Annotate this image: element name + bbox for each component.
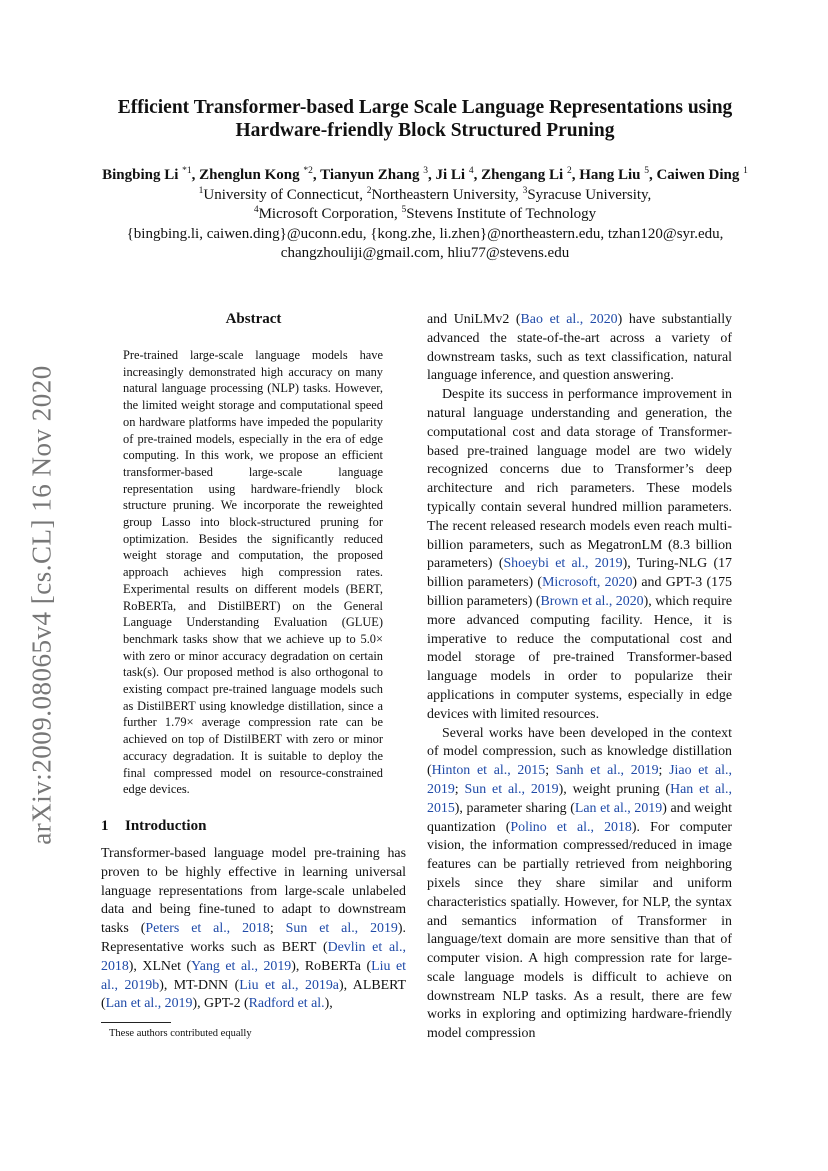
right-paragraph-2 [427,725,732,1045]
citation-link[interactable]: Shoeybi et al., 2019 [503,556,623,572]
right-column [427,311,732,1044]
author-name: Zhengang Li [481,167,564,183]
citation-link[interactable]: Sanh et al., 2019 [555,763,659,779]
citation-link[interactable]: Lan et al., 2019 [574,800,663,816]
citation-link[interactable]: Hinton et al., 2015 [431,763,546,779]
citation-link[interactable]: Bao et al., 2020 [520,312,618,327]
affiliation-name: Stevens Institute of Technology [406,206,597,222]
right-paragraph-1 [427,386,732,724]
intro-paragraph-1 [101,845,406,1014]
affiliation-name: Northeastern University, [371,186,519,203]
author-name: Tianyun Zhang [320,167,420,183]
affiliations-line-1 [40,186,810,206]
affiliation-name: University of Connecticut, [203,186,363,203]
text-run: ), MT-DNN ( [159,977,240,993]
citation-link[interactable]: Liu et al., 2019b [101,958,406,993]
author-name: Hang Liu [579,167,641,183]
citation-link[interactable]: Han et al., 2015 [427,781,732,816]
text-run: ; [545,763,556,779]
text-run: ; [454,781,465,797]
section-title: Introduction [125,817,207,834]
arxiv-identifier [16,360,68,850]
affiliation-mark: 3 [522,185,528,196]
text-run: ), RoBERTa ( [291,958,372,974]
text-run: ), weight pruning ( [558,781,671,797]
title-line-2: Hardware-friendly Block Structured Pruning [235,120,615,141]
author-mark: *1 [182,166,192,176]
author-mark: 1 [743,166,748,176]
affiliation-name: Microsoft Corporation, [258,206,398,222]
text-run: ), which require more advanced computing facility. Hence, it is imperative to reduce the computational cost and model storage of pre-trained Transformer-based language models in order to popularize their applications in computer systems, especially in edge devices with limited resources. [427,593,732,722]
affiliation-mark: 5 [401,205,407,215]
author-mark: 4 [468,166,474,176]
citation-link[interactable]: Jiao et al., 2019 [427,763,732,797]
citation-link[interactable]: Polino et al., 2018 [510,819,632,835]
affiliation-mark: 4 [253,205,259,215]
section-heading-introduction [101,817,406,835]
footnote-divider [101,1022,171,1023]
text-run: ; [269,921,286,937]
author-mark: 2 [566,166,572,176]
citation-link[interactable]: Peters et al., 2018 [145,921,270,937]
right-paragraph-0 [427,311,732,386]
text-run: and UniLMv2 ( [427,312,521,327]
paper-title [80,96,770,142]
text-run: Several works have been developed in the context of model compression, such as knowledge distillation ( [427,725,732,779]
citation-link[interactable]: Liu et al., 2019a [239,977,339,993]
author-mark: 3 [423,166,428,176]
text-run: ; [658,763,670,779]
affiliation-mark: 1 [198,185,204,196]
affiliations-line-2 [40,205,810,225]
footnote: These authors contributed equally [109,1028,252,1040]
section-number: 1 [101,817,109,834]
text-run: ), parameter sharing ( [454,800,575,816]
author-name: Bingbing Li [102,167,179,183]
text-run: ). Representative works such as BERT ( [101,921,406,955]
citation-link[interactable]: Devlin et al., 2018 [101,939,406,974]
title-line-1: Efficient Transformer-based Large Scale Language Representations using [117,97,733,118]
text-run: Transformer-based language model pre-training has proven to be highly effective in learning universal language representations from large-scale unlabeled data and being fine-tuned to adapt to downstream tasks ( [101,845,406,937]
abstract-text: Pre-trained large-scale language models have increasingly demonstrated high accuracy on many natural language processing (NLP) tasks. However, the limited weight storage and computational speed on hardware platforms have impeded the popularity of pre-trained models, especially in the era of edge computing. In this work, we propose an efficient transformer-based large-scale language representation using hardware-friendly block structure pruning. We incorporate the reweighted group Lasso into block-structured pruning for optimization. Besides the significantly reduced weight storage and computation, the proposed approach achieves high compression rates. Experimental results on different models (BERT, RoBERTa, and DistilBERT) on the General Language Understanding Evaluation (GLUE) benchmark tasks show that we achieve up to 5.0× with zero or minor accuracy degradation on certain task(s). Our proposed method is also orthogonal to existing compact pre-trained language models such as DistilBERT using knowledge distillation, since a further 1.79× average compression rate can be achieved on top of DistilBERT with zero or minor accuracy degradation. It is suitable to deploy the final compressed model on resource-constrained edge devices. [123,348,383,797]
citation-link[interactable]: Radford et al. [248,996,325,1012]
author-mark: 5 [644,166,649,176]
email-line-1: {bingbing.li, caiwen.ding}@uconn.edu, {kong.zhe, li.zhen}@northeastern.edu, tzhan120@syr.edu, [126,225,724,242]
citation-link[interactable]: Brown et al., 2020 [540,593,644,609]
email-line-2: changzhouliji@gmail.com, hliu77@stevens.edu [280,245,570,261]
citation-link[interactable]: Yang et al., 2019 [191,958,292,974]
text-run: ) have substantially advanced the state-of-the-art across a variety of downstream tasks, such as text classification, natural language inference, and question answering. [427,312,732,384]
citation-link[interactable]: Lan et al., 2019 [105,996,193,1012]
text-run: ), [324,996,333,1012]
affiliation-name: Syracuse University, [527,186,652,203]
author-name: Zhenglun Kong [199,167,300,183]
citation-link[interactable]: Sun et al., 2019 [285,921,398,937]
author-name: Ji Li [435,167,466,183]
author-block [40,166,810,264]
text-run: ) and weight quantization ( [427,800,732,835]
author-list: Bingbing Li $^{*1}$, Zhenglun Kong $^{*2}$, Tianyun Zhang $^3$, Ji Li $^4$, Zhengang Li $^2$, Hang Liu $^5$, Caiwen Ding $^1$ [102,166,748,183]
left-column [101,310,406,1040]
text-run: ), Turing-NLG (17 billion parameters) ( [427,556,732,591]
citation-link[interactable]: Microsoft, 2020 [542,575,633,591]
text-run: ), GPT-2 ( [192,996,249,1012]
abstract-heading: Abstract [225,311,282,327]
text-run: ). For computer vision, the information compressed/reduced in image features can be partially retrieved from neighboring pixels since they share similar and uniform characteristics spatially. However, for NLP, the syntax and semantics information of Transformer in language/text domain are more sensitive than that of computer vision. A high compression rate for large-scale language models is difficult to achieve on downstream NLP tasks. As a result, there are few works in exploring and optimizing hardware-friendly model compression [427,819,732,1042]
affiliation-mark: 2 [366,185,372,196]
text-run: Despite its success in performance improvement in natural language understanding and generation, the computational cost and data storage of Transformer-based pre-trained language model are two widely recognized concerns due to Transformer’s deep architecture and rich parameters. These models typically contain several hundred million parameters. The recent released research models even reach multi-billion parameters, such as MegatronLM (8.3 billion parameters) ( [427,387,732,572]
text-run: ), ALBERT ( [101,977,406,1012]
author-name: Caiwen Ding [656,167,740,183]
text-run: ), XLNet ( [128,958,192,974]
text-run: ) and GPT-3 (175 billion parameters) ( [427,575,732,609]
author-mark: *2 [303,166,313,176]
arxiv-identifier-text: arXiv:2009.08065v4 [cs.CL] 16 Nov 2020 [26,365,57,845]
citation-link[interactable]: Sun et al., 2019 [464,781,559,797]
